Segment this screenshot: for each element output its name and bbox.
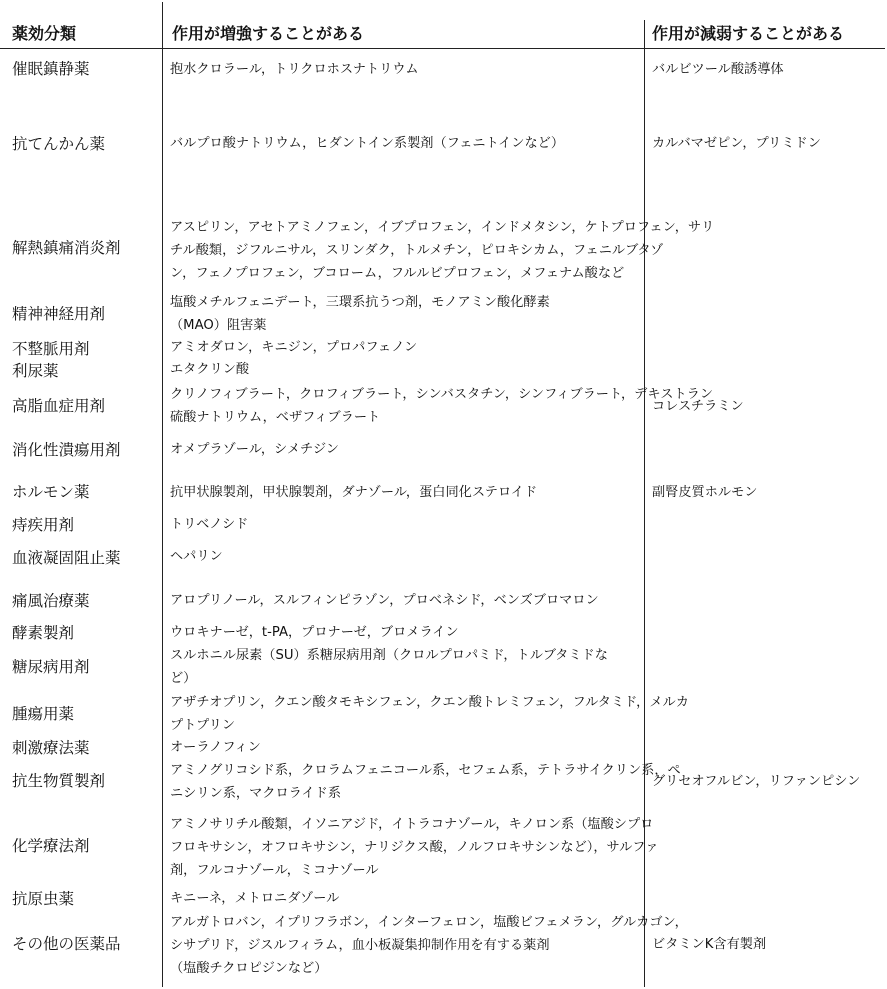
row-category: 高脂血症用剤 xyxy=(12,397,106,415)
row-increase-text: 塩酸メチルフェニデート，三環系抗うつ剤，モノアミン酸化酵素 xyxy=(170,295,550,310)
row-category: その他の医薬品 xyxy=(12,935,121,953)
row-category: 腫瘍用薬 xyxy=(12,705,75,723)
row-increase-text: プトプリン xyxy=(170,718,236,733)
row-increase-text: 硫酸ナトリウム，ベザフィブラート xyxy=(170,410,381,425)
row-increase-text: ニシリン系，マクロライド系 xyxy=(170,786,342,801)
row-category: 抗生物質製剤 xyxy=(12,772,106,790)
row-increase-text: スルホニル尿素（SU）系糖尿病用剤（クロルプロパミド，トルブタミドな xyxy=(170,648,608,663)
row-decrease-text: グリセオフルビン，リファンピシン xyxy=(652,774,861,789)
row-decrease-text: カルバマゼピン，プリミドン xyxy=(652,136,821,151)
row-increase-text: アスピリン，アセトアミノフェン，イブプロフェン，インドメタシン，ケトプロフェン，サリ xyxy=(170,220,715,235)
row-increase-text: ヘパリン xyxy=(170,549,223,564)
row-increase-text: オメプラゾール，シメチジン xyxy=(170,442,339,457)
row-category: 不整脈用剤 xyxy=(12,340,90,358)
row-increase-text: バルプロ酸ナトリウム，ヒダントイン系製剤（フェニトインなど） xyxy=(170,136,565,151)
row-category: 精神神経用剤 xyxy=(12,305,106,323)
row-increase-text: アルガトロバン，イプリフラボン，インターフェロン，塩酸ビフェメラン，グルカゴン， xyxy=(170,915,688,930)
row-increase-text: オーラノフィン xyxy=(170,740,261,755)
row-category: 血液凝固阻止薬 xyxy=(12,549,121,567)
row-increase-text: アミオダロン，キニジン，プロパフェノン xyxy=(170,340,418,355)
row-increase-text: クリノフィブラート，クロフィブラート，シンバスタチン，シンフィブラート，デキストラン xyxy=(170,387,714,402)
row-increase-text: ど） xyxy=(170,671,197,686)
row-increase-text: 剤，フルコナゾール，ミコナゾール xyxy=(170,863,379,878)
row-decrease-text: バルビツール酸誘導体 xyxy=(652,62,784,77)
row-increase-text: キニーネ，メトロニダゾール xyxy=(170,891,340,906)
row-category: 酵素製剤 xyxy=(12,624,75,642)
row-category: 痛風治療薬 xyxy=(12,592,90,610)
row-category: 刺激療法薬 xyxy=(12,739,90,757)
row-decrease-text: コレスチラミン xyxy=(652,399,744,414)
row-increase-text: ウロキナーゼ，t-PA，プロナーゼ，ブロメライン xyxy=(170,625,459,640)
row-category: 糖尿病用剤 xyxy=(12,658,90,676)
row-increase-text: トリベノシド xyxy=(170,517,249,532)
row-decrease-text: 副腎皮質ホルモン xyxy=(652,485,758,500)
row-increase-text: ン，フェノプロフェン，ブコローム，フルルビプロフェン，メフェナム酸など xyxy=(170,266,625,281)
row-increase-text: アミノグリコシド系，クロラムフェニコール系，セフェム系，テトラサイクリン系，ペ xyxy=(170,763,681,778)
row-category: 利尿薬 xyxy=(12,362,59,380)
row-increase-text: アロプリノール，スルフィンピラゾン，プロベネシド，ベンズブロマロン xyxy=(170,593,599,608)
row-increase-text: チル酸類，ジフルニサル，スリンダク，トルメチン，ピロキシカム，フェニルブタゾ xyxy=(170,243,664,258)
row-increase-text: （塩酸チクロピジンなど） xyxy=(170,961,328,976)
column-divider-left xyxy=(162,2,163,987)
row-increase-text: 抗甲状腺製剤，甲状腺製剤，ダナゾール，蛋白同化ステロイド xyxy=(170,485,538,500)
row-category: 抗原虫薬 xyxy=(12,890,75,908)
row-increase-text: エタクリン酸 xyxy=(170,362,250,377)
row-increase-text: アザチオプリン，クエン酸タモキシフェン，クエン酸トレミフェン，フルタミド，メルカ xyxy=(170,695,689,710)
row-decrease-text: ビタミンK含有製剤 xyxy=(652,937,767,952)
row-increase-text: シサプリド，ジスルフィラム，血小板凝集抑制作用を有する薬剤 xyxy=(170,938,550,953)
row-category: 化学療法剤 xyxy=(12,837,90,855)
row-category: 消化性潰瘍用剤 xyxy=(12,441,121,459)
row-category: 催眠鎮静薬 xyxy=(12,60,90,78)
row-category: 解熱鎮痛消炎剤 xyxy=(12,239,121,257)
header-category: 薬効分類 xyxy=(12,24,77,43)
header-divider xyxy=(0,48,885,49)
header-increase: 作用が増強することがある xyxy=(172,24,365,43)
row-category: 痔疾用剤 xyxy=(12,516,75,534)
row-category: 抗てんかん薬 xyxy=(12,135,106,153)
header-decrease: 作用が減弱することがある xyxy=(652,24,845,43)
row-increase-text: （MAO）阻害薬 xyxy=(170,318,267,333)
row-increase-text: フロキサシン，オフロキサシン，ナリジクス酸，ノルフロキサシンなど），サルファ xyxy=(170,840,659,855)
row-category: ホルモン薬 xyxy=(12,483,90,501)
row-increase-text: アミノサリチル酸類，イソニアジド，イトラコナゾール，キノロン系（塩酸シプロ xyxy=(170,817,654,832)
row-increase-text: 抱水クロラール，トリクロホスナトリウム xyxy=(170,62,419,77)
